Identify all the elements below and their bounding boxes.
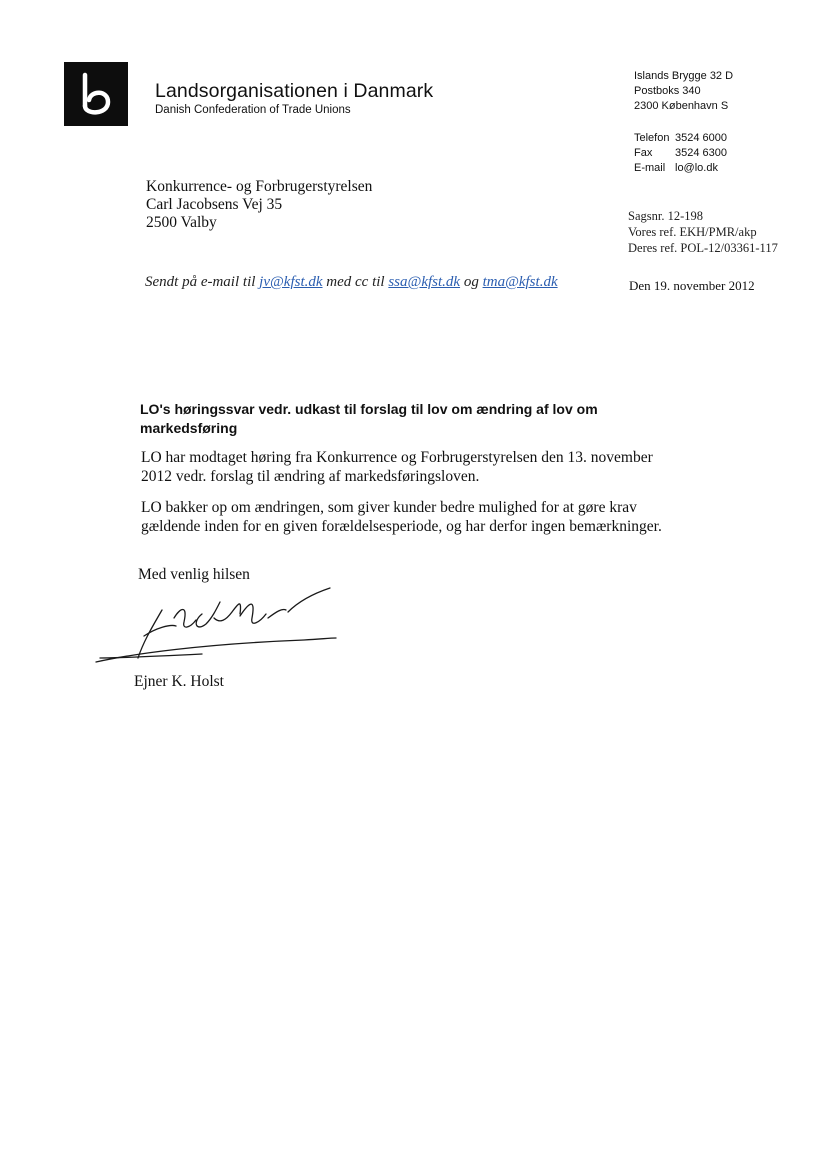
- sent-prefix: Sendt på e-mail til: [145, 274, 260, 290]
- contact-value: lo@lo.dk: [675, 162, 718, 174]
- email-link-jv[interactable]: jv@kfst.dk: [259, 274, 323, 290]
- letter-subject: LO's høringssvar vedr. udkast til forslag til lov om ændring af lov om markedsføring: [140, 401, 598, 436]
- contact-label: Fax: [634, 147, 653, 159]
- body-paragraph: LO bakker op om ændringen, som giver kunder bedre mulighed for at gøre krav gældende inden for en given forældelsesperiode, og har derfor ingen bemærkninger.: [141, 499, 662, 535]
- contact-email: [634, 161, 727, 176]
- handwritten-signature: [92, 578, 342, 675]
- signer-name: Ejner K. Holst: [134, 673, 224, 690]
- email-link-tma[interactable]: tma@kfst.dk: [482, 274, 558, 290]
- lo-logo-mark: [64, 62, 128, 126]
- recipient-address: [146, 178, 372, 232]
- sent-cc-text: med cc til: [322, 274, 389, 290]
- organization-name: Landsorganisationen i Danmark: [155, 80, 434, 102]
- sent-joiner: og: [460, 274, 483, 290]
- address-line: Postboks 340: [634, 85, 701, 97]
- reference-block: [628, 208, 778, 256]
- contact-fax: [634, 146, 727, 161]
- lo-logo: [64, 62, 128, 126]
- organization-subtitle: Danish Confederation of Trade Unions: [155, 104, 351, 116]
- recipient-line: Konkurrence- og Forbrugerstyrelsen: [146, 178, 373, 195]
- contact-value: 3524 6000: [675, 132, 727, 144]
- case-number: Sagsnr. 12-198: [628, 209, 703, 223]
- address-line: 2300 København S: [634, 100, 729, 112]
- recipient-line: 2500 Valby: [146, 214, 217, 231]
- recipient-line: Carl Jacobsens Vej 35: [146, 196, 283, 213]
- contact-phone: [634, 131, 727, 146]
- our-reference: Vores ref. EKH/PMR/akp: [628, 225, 757, 239]
- body-paragraph: LO har modtaget høring fra Konkurrence og Forbrugerstyrelsen den 13. november 2012 vedr. forslag til ændring af markedsføringsloven.: [141, 449, 653, 485]
- sender-address: [634, 69, 733, 114]
- letter-date: Den 19. november 2012: [629, 278, 755, 293]
- contact-label: Telefon: [634, 132, 670, 144]
- contact-info: [634, 131, 727, 176]
- closing-greeting: Med venlig hilsen: [138, 566, 250, 583]
- sent-via-email-line: [145, 274, 558, 291]
- address-line: Islands Brygge 32 D: [634, 70, 734, 82]
- your-reference: Deres ref. POL-12/03361-117: [628, 241, 778, 255]
- contact-value: 3524 6300: [675, 147, 727, 159]
- email-link-ssa[interactable]: ssa@kfst.dk: [388, 274, 461, 290]
- contact-label: E-mail: [634, 162, 666, 174]
